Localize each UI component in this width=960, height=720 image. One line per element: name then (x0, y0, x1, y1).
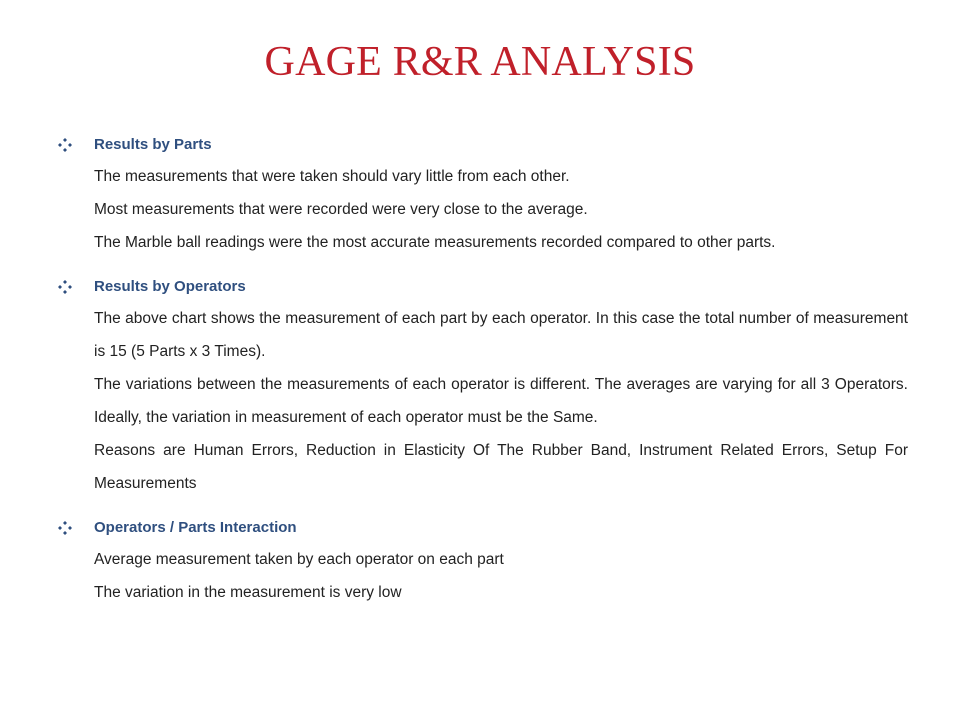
section-paragraph: Reasons are Human Errors, Reduction in Elasticity Of The Rubber Band, Instrument Related Errors, Setup For Measurements (94, 442, 908, 492)
four-diamond-bullet-icon (58, 138, 72, 152)
section-paragraph: The Marble ball readings were the most accurate measurements recorded compared to other parts. (94, 234, 776, 251)
section-paragraph: The above chart shows the measurement of each part by each operator. In this case the total number of measurement is 15 (5 Parts x 3 Times). (94, 310, 908, 360)
slide-title: GAGE R&R ANALYSIS (264, 39, 696, 85)
section-paragraph: The variation in the measurement is very low (94, 584, 402, 601)
four-diamond-bullet-icon (58, 280, 72, 294)
section-heading: Operators / Parts Interaction (94, 519, 297, 536)
section-results-by-parts (58, 130, 908, 259)
section-heading: Results by Operators (94, 278, 246, 295)
section-operators-parts-interaction (58, 513, 908, 609)
slide-content (58, 130, 908, 609)
section-results-by-operators (58, 272, 908, 500)
section-header (58, 130, 908, 160)
section-paragraph: Most measurements that were recorded were very close to the average. (94, 201, 588, 218)
section-header (58, 272, 908, 302)
section-paragraph: The measurements that were taken should vary little from each other. (94, 168, 570, 185)
section-heading: Results by Parts (94, 136, 212, 153)
section-paragraph: Average measurement taken by each operator on each part (94, 551, 504, 568)
four-diamond-bullet-icon (58, 521, 72, 535)
section-header (58, 513, 908, 543)
section-paragraph: The variations between the measurements of each operator is different. The averages are varying for all 3 Operators. Ideally, the variation in measurement of each operator must be the Same. (94, 376, 908, 426)
